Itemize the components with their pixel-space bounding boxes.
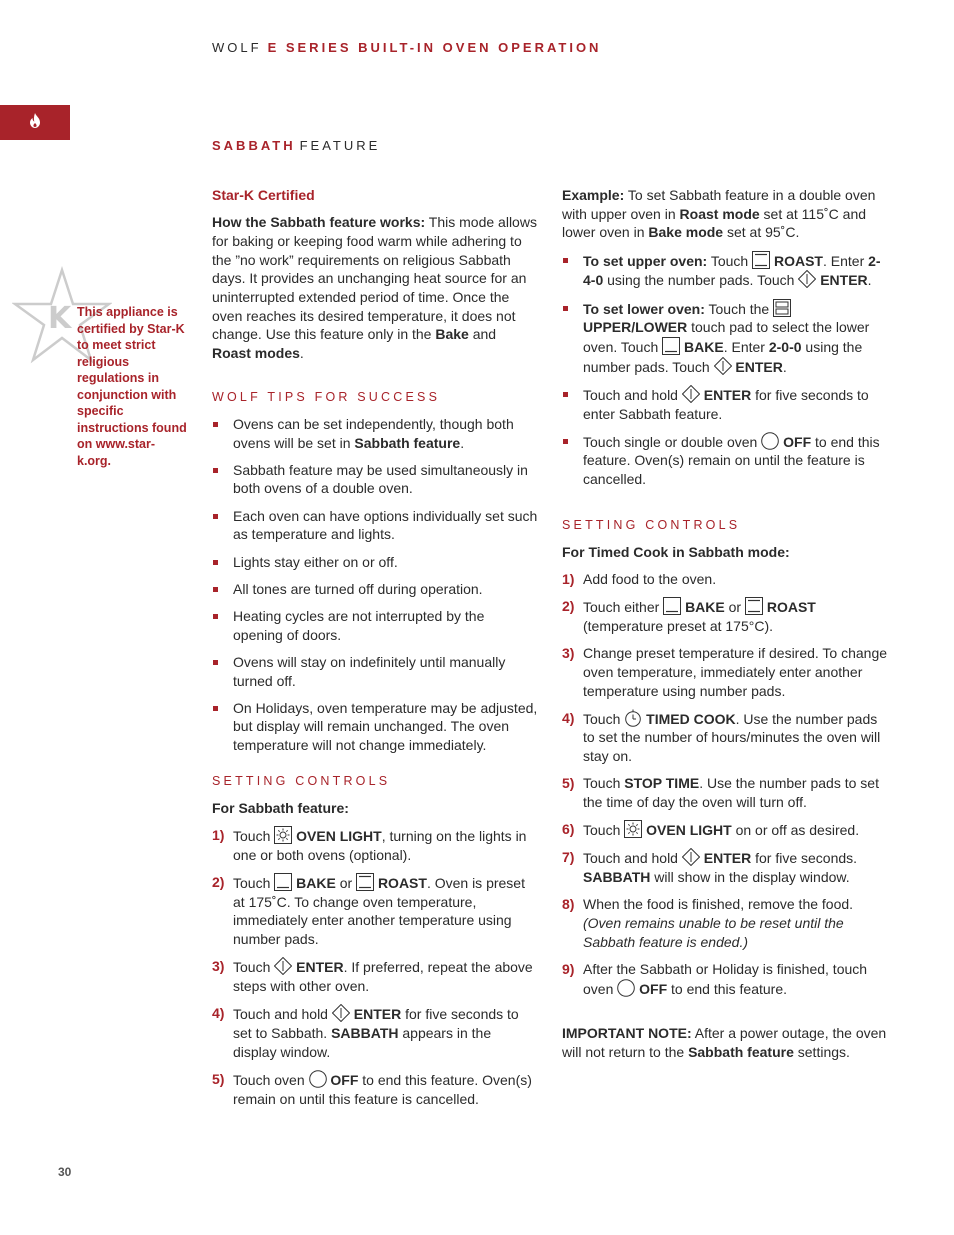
roast-icon <box>356 873 374 891</box>
flame-icon <box>29 113 41 133</box>
off-icon <box>309 1070 327 1088</box>
enter-icon <box>682 385 700 403</box>
svg-text:K: K <box>48 301 72 336</box>
setting-controls-heading: SETTING CONTROLS <box>212 773 391 788</box>
section-title: SABBATH FEATURE <box>212 138 381 153</box>
light-icon <box>274 826 292 844</box>
list-item: Touch single or double oven OFF to end this feature. Oven(s) remain on until the feature is cancelled. <box>562 432 892 489</box>
roast-icon <box>752 251 770 269</box>
off-icon <box>617 979 635 997</box>
enter-icon <box>274 957 292 975</box>
list-item: Sabbath feature may be used simultaneously in both ovens of a double oven. <box>212 461 538 498</box>
list-item: 2) Touch BAKE or ROAST. Oven is preset at 175˚C. To change oven temperature, immediately enter another temperature using number pads. <box>212 873 525 948</box>
enter-icon <box>332 1004 350 1022</box>
list-item: 1) Add food to the oven. <box>562 571 717 588</box>
list-item: Ovens can be set independently, though both ovens will be set in Sabbath feature. <box>212 415 538 452</box>
roast-icon <box>745 597 763 615</box>
how-it-works-paragraph: How the Sabbath feature works: This mode allows for baking or keeping food warm while adhering to the ”no work” requirements on religious Sabbath days. It provides an unchanging heat source for an uninterrupted extended period of time. Once the oven reaches its desired temperature, it does not change. Use this feature only in the Bake and Roast modes. <box>212 214 537 362</box>
light-icon <box>624 820 642 838</box>
bake-icon <box>662 337 680 355</box>
bake-icon <box>663 597 681 615</box>
list-item: Heating cycles are not interrupted by the opening of doors. <box>212 607 538 644</box>
certification-note: This appliance is certified by Star-K to meet strict religious regulations in conjunction with specific instructions found on www.star-k.org. <box>77 305 187 468</box>
for-timed-label: For Timed Cook in Sabbath mode: <box>562 543 790 560</box>
list-item: 4) Touch TIMED COOK. Use the number pads to set the number of hours/minutes the oven will stay on. <box>562 709 881 765</box>
list-item: 5) Touch STOP TIME. Use the number pads to set the time of day the oven will turn off. <box>562 775 879 811</box>
bake-icon <box>274 873 292 891</box>
timer-icon <box>624 709 642 727</box>
list-item: To set upper oven: Touch ROAST. Enter 2-4-0 using the number pads. Touch ENTER. <box>562 251 892 290</box>
list-item: 5) Touch oven OFF to end this feature. Oven(s) remain on until this feature is cancelled. <box>212 1070 532 1107</box>
left-column <box>212 186 538 1117</box>
list-item: 6) Touch OVEN LIGHT on or off as desired. <box>562 821 860 839</box>
right-column <box>562 186 892 1070</box>
list-item: 2) Touch either BAKE or ROAST (temperature preset at 175°C). <box>562 598 816 634</box>
list-item: All tones are turned off during operation. <box>212 580 538 599</box>
enter-icon <box>682 848 700 866</box>
list-item: To set lower oven: Touch the UPPER/LOWER touch pad to select the lower oven. Touch BAKE. Enter 2-0-0 using the number pads. Touch ENTER. <box>562 299 892 377</box>
list-item: 9) After the Sabbath or Holiday is finished, touch oven OFF to end this feature. <box>562 961 868 997</box>
important-note: IMPORTANT NOTE: After a power outage, the oven will not return to the Sabbath feature settings. <box>562 1025 887 1061</box>
tips-heading: WOLF TIPS FOR SUCCESS <box>212 389 441 404</box>
off-icon <box>761 432 779 450</box>
timed-steps <box>562 570 892 998</box>
section-tab <box>0 105 70 140</box>
list-item: 1) Touch OVEN LIGHT, turning on the lights in one or both ovens (optional). <box>212 827 527 863</box>
list-item: Each oven can have options individually set such as temperature and lights. <box>212 507 538 544</box>
star-k-heading: Star-K Certified <box>212 187 315 203</box>
header-title: E SERIES BUILT-IN OVEN OPERATION <box>267 40 602 55</box>
setting-controls-heading: SETTING CONTROLS <box>562 517 741 532</box>
list-item: Lights stay either on or off. <box>212 553 538 572</box>
list-item: On Holidays, oven temperature may be adjusted, but display will remain unchanged. The oven temperature will not change immediately. <box>212 699 538 755</box>
list-item: 8) When the food is finished, remove the food. (Oven remains unable to be reset until the Sabbath feature is ended.) <box>562 896 854 950</box>
running-header <box>212 40 601 56</box>
page-number: 30 <box>58 1165 72 1179</box>
example-list <box>562 251 892 489</box>
list-item: Touch and hold ENTER for five seconds to enter Sabbath feature. <box>562 385 892 423</box>
list-item: 4) Touch and hold ENTER for five seconds to set to Sabbath. SABBATH appears in the display window. <box>212 1005 519 1060</box>
tips-list <box>212 415 538 755</box>
list-item: 3) Change preset temperature if desired. To change oven temperature, immediately enter another temperature using number pads. <box>562 645 888 699</box>
enter-icon <box>798 270 816 288</box>
list-item: 7) Touch and hold ENTER for five seconds. SABBATH will show in the display window. <box>562 849 858 886</box>
list-item: 3) Touch ENTER. If preferred, repeat the above steps with other oven. <box>212 958 533 994</box>
sabbath-steps <box>212 826 538 1108</box>
example-paragraph: Example: To set Sabbath feature in a double oven with upper oven in Roast mode set at 115˚C and lower oven in Bake mode set at 95˚C. <box>562 187 876 241</box>
enter-icon <box>714 357 732 375</box>
for-sabbath-label: For Sabbath feature: <box>212 799 349 816</box>
upper-lower-icon <box>773 299 791 317</box>
header-brand: WOLF <box>212 40 262 55</box>
list-item: Ovens will stay on indefinitely until manually turned off. <box>212 653 538 690</box>
